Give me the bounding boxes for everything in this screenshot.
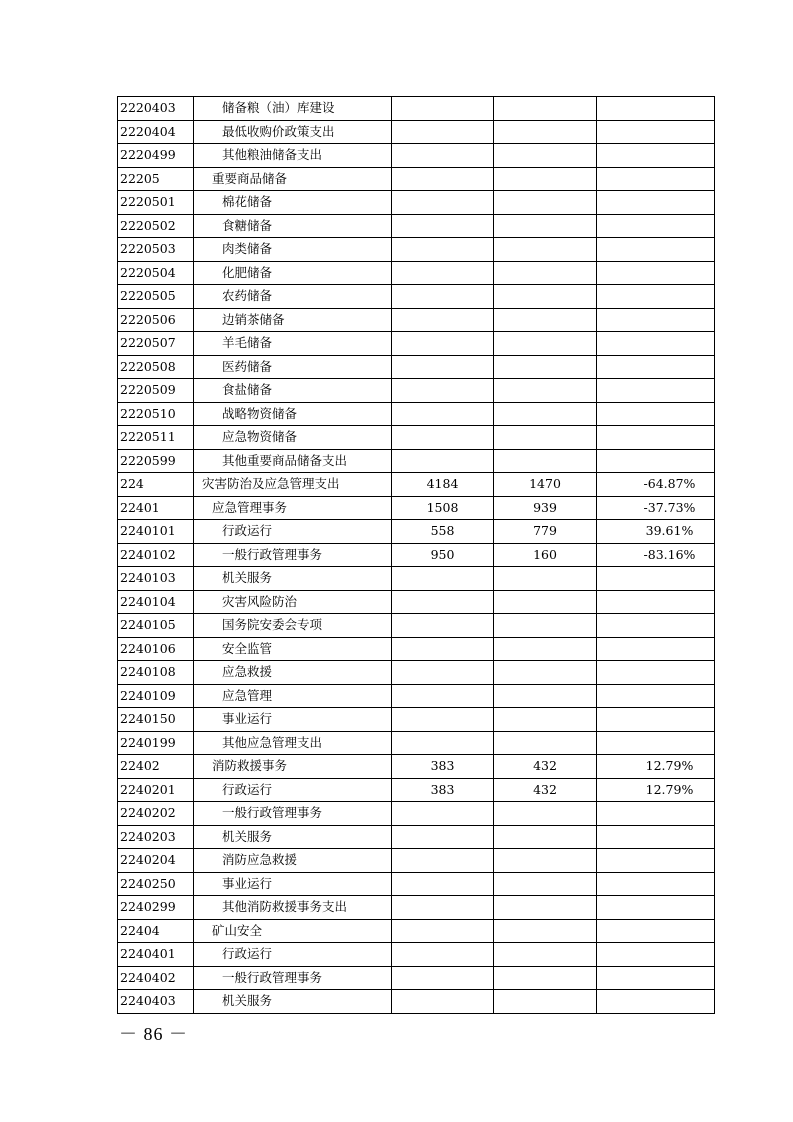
change-percent-cell (597, 731, 715, 755)
subject-code-cell: 2220509 (118, 379, 194, 403)
table-row (118, 167, 715, 191)
table-row (118, 261, 715, 285)
subject-name-cell: 灾害防治及应急管理支出 (194, 473, 392, 497)
table-row (118, 849, 715, 873)
change-percent-cell (597, 191, 715, 215)
prior-year-value-cell (392, 825, 494, 849)
table-row (118, 614, 715, 638)
subject-code-cell: 224 (118, 473, 194, 497)
subject-name-cell: 羊毛储备 (194, 332, 392, 356)
current-year-value-cell (494, 614, 597, 638)
change-percent-cell (597, 990, 715, 1014)
table-row (118, 402, 715, 426)
subject-name-cell: 其他应急管理支出 (194, 731, 392, 755)
current-year-value-cell: 432 (494, 778, 597, 802)
subject-name-cell: 食糖储备 (194, 214, 392, 238)
current-year-value-cell (494, 144, 597, 168)
current-year-value-cell (494, 308, 597, 332)
prior-year-value-cell (392, 708, 494, 732)
current-year-value-cell (494, 120, 597, 144)
current-year-value-cell (494, 285, 597, 309)
change-percent-cell (597, 355, 715, 379)
prior-year-value-cell (392, 379, 494, 403)
table-row (118, 567, 715, 591)
table-row (118, 449, 715, 473)
table-row (118, 355, 715, 379)
table-row (118, 637, 715, 661)
current-year-value-cell (494, 379, 597, 403)
prior-year-value-cell (392, 261, 494, 285)
current-year-value-cell (494, 590, 597, 614)
change-percent-cell (597, 825, 715, 849)
subject-name-cell: 一般行政管理事务 (194, 802, 392, 826)
current-year-value-cell (494, 943, 597, 967)
subject-name-cell: 一般行政管理事务 (194, 966, 392, 990)
subject-name-cell: 消防应急救援 (194, 849, 392, 873)
change-percent-cell (597, 214, 715, 238)
change-percent-cell (597, 614, 715, 638)
prior-year-value-cell (392, 308, 494, 332)
table-row (118, 120, 715, 144)
prior-year-value-cell (392, 567, 494, 591)
subject-name-cell: 行政运行 (194, 778, 392, 802)
subject-code-cell: 2220501 (118, 191, 194, 215)
current-year-value-cell (494, 684, 597, 708)
prior-year-value-cell (392, 802, 494, 826)
subject-code-cell: 2240106 (118, 637, 194, 661)
subject-code-cell: 2240402 (118, 966, 194, 990)
subject-code-cell: 22401 (118, 496, 194, 520)
change-percent-cell (597, 97, 715, 121)
table-row (118, 308, 715, 332)
table-row (118, 144, 715, 168)
subject-name-cell: 国务院安委会专项 (194, 614, 392, 638)
change-percent-cell (597, 285, 715, 309)
current-year-value-cell (494, 355, 597, 379)
change-percent-cell (597, 590, 715, 614)
prior-year-value-cell (392, 97, 494, 121)
prior-year-value-cell (392, 426, 494, 450)
table-row (118, 590, 715, 614)
subject-name-cell: 消防救援事务 (194, 755, 392, 779)
table-row (118, 543, 715, 567)
subject-name-cell: 事业运行 (194, 872, 392, 896)
change-percent-cell (597, 238, 715, 262)
subject-code-cell: 2240403 (118, 990, 194, 1014)
current-year-value-cell (494, 708, 597, 732)
change-percent-cell (597, 896, 715, 920)
table-row (118, 496, 715, 520)
prior-year-value-cell (392, 661, 494, 685)
current-year-value-cell: 160 (494, 543, 597, 567)
subject-name-cell: 医药储备 (194, 355, 392, 379)
subject-name-cell: 化肥储备 (194, 261, 392, 285)
prior-year-value-cell (392, 731, 494, 755)
prior-year-value-cell (392, 144, 494, 168)
change-percent-cell (597, 449, 715, 473)
prior-year-value-cell (392, 120, 494, 144)
budget-table (117, 96, 715, 1014)
subject-code-cell: 2220511 (118, 426, 194, 450)
subject-code-cell: 2240201 (118, 778, 194, 802)
change-percent-cell (597, 144, 715, 168)
prior-year-value-cell (392, 966, 494, 990)
subject-name-cell: 边销茶储备 (194, 308, 392, 332)
table-row (118, 332, 715, 356)
prior-year-value-cell: 1508 (392, 496, 494, 520)
subject-code-cell: 2240202 (118, 802, 194, 826)
subject-name-cell: 应急救援 (194, 661, 392, 685)
subject-name-cell: 灾害风险防治 (194, 590, 392, 614)
change-percent-cell: -83.16% (597, 543, 715, 567)
current-year-value-cell: 432 (494, 755, 597, 779)
subject-name-cell: 战略物资储备 (194, 402, 392, 426)
prior-year-value-cell (392, 214, 494, 238)
subject-name-cell: 食盐储备 (194, 379, 392, 403)
change-percent-cell (597, 379, 715, 403)
subject-name-cell: 最低收购价政策支出 (194, 120, 392, 144)
table-row (118, 802, 715, 826)
current-year-value-cell (494, 966, 597, 990)
change-percent-cell (597, 919, 715, 943)
current-year-value-cell (494, 426, 597, 450)
subject-code-cell: 2220499 (118, 144, 194, 168)
prior-year-value-cell: 383 (392, 778, 494, 802)
subject-code-cell: 2240109 (118, 684, 194, 708)
current-year-value-cell (494, 567, 597, 591)
current-year-value-cell (494, 238, 597, 262)
change-percent-cell (597, 802, 715, 826)
change-percent-cell: 12.79% (597, 755, 715, 779)
prior-year-value-cell (392, 285, 494, 309)
prior-year-value-cell (392, 167, 494, 191)
prior-year-value-cell (392, 919, 494, 943)
subject-code-cell: 2240108 (118, 661, 194, 685)
table-row (118, 943, 715, 967)
current-year-value-cell (494, 661, 597, 685)
subject-name-cell: 应急管理事务 (194, 496, 392, 520)
table-row (118, 285, 715, 309)
prior-year-value-cell (392, 449, 494, 473)
prior-year-value-cell: 558 (392, 520, 494, 544)
current-year-value-cell (494, 802, 597, 826)
prior-year-value-cell (392, 872, 494, 896)
change-percent-cell (597, 708, 715, 732)
table-row (118, 708, 715, 732)
prior-year-value-cell (392, 943, 494, 967)
prior-year-value-cell (392, 990, 494, 1014)
change-percent-cell: -37.73% (597, 496, 715, 520)
table-row (118, 426, 715, 450)
change-percent-cell (597, 966, 715, 990)
subject-code-cell: 2220506 (118, 308, 194, 332)
prior-year-value-cell (392, 355, 494, 379)
current-year-value-cell (494, 637, 597, 661)
subject-name-cell: 机关服务 (194, 567, 392, 591)
change-percent-cell (597, 261, 715, 285)
table-row (118, 896, 715, 920)
subject-name-cell: 棉花储备 (194, 191, 392, 215)
prior-year-value-cell (392, 614, 494, 638)
subject-code-cell: 2220507 (118, 332, 194, 356)
current-year-value-cell (494, 332, 597, 356)
current-year-value-cell: 1470 (494, 473, 597, 497)
subject-name-cell: 机关服务 (194, 990, 392, 1014)
subject-code-cell: 2220502 (118, 214, 194, 238)
current-year-value-cell (494, 990, 597, 1014)
table-row (118, 661, 715, 685)
table-row (118, 731, 715, 755)
change-percent-cell: 12.79% (597, 778, 715, 802)
subject-name-cell: 行政运行 (194, 520, 392, 544)
current-year-value-cell (494, 214, 597, 238)
subject-code-cell: 2220599 (118, 449, 194, 473)
table-row (118, 520, 715, 544)
change-percent-cell (597, 402, 715, 426)
prior-year-value-cell (392, 896, 494, 920)
subject-code-cell: 2240204 (118, 849, 194, 873)
table-row (118, 684, 715, 708)
prior-year-value-cell (392, 191, 494, 215)
change-percent-cell (597, 849, 715, 873)
table-row (118, 379, 715, 403)
change-percent-cell (597, 332, 715, 356)
change-percent-cell: -64.87% (597, 473, 715, 497)
current-year-value-cell (494, 825, 597, 849)
current-year-value-cell (494, 849, 597, 873)
subject-name-cell: 肉类储备 (194, 238, 392, 262)
subject-code-cell: 2220503 (118, 238, 194, 262)
subject-name-cell: 储备粮（油）库建设 (194, 97, 392, 121)
current-year-value-cell (494, 919, 597, 943)
current-year-value-cell: 779 (494, 520, 597, 544)
prior-year-value-cell (392, 637, 494, 661)
current-year-value-cell (494, 449, 597, 473)
current-year-value-cell (494, 402, 597, 426)
subject-code-cell: 2220504 (118, 261, 194, 285)
table-row (118, 238, 715, 262)
subject-name-cell: 其他重要商品储备支出 (194, 449, 392, 473)
subject-code-cell: 2240250 (118, 872, 194, 896)
subject-name-cell: 其他粮油储备支出 (194, 144, 392, 168)
subject-code-cell: 22404 (118, 919, 194, 943)
subject-name-cell: 应急物资储备 (194, 426, 392, 450)
subject-name-cell: 重要商品储备 (194, 167, 392, 191)
subject-name-cell: 安全监管 (194, 637, 392, 661)
current-year-value-cell (494, 191, 597, 215)
table-row (118, 990, 715, 1014)
table-row (118, 97, 715, 121)
subject-code-cell: 2220505 (118, 285, 194, 309)
current-year-value-cell (494, 97, 597, 121)
subject-code-cell: 2240199 (118, 731, 194, 755)
prior-year-value-cell (392, 590, 494, 614)
current-year-value-cell (494, 872, 597, 896)
subject-code-cell: 2220510 (118, 402, 194, 426)
current-year-value-cell: 939 (494, 496, 597, 520)
subject-code-cell: 2240299 (118, 896, 194, 920)
subject-code-cell: 2220404 (118, 120, 194, 144)
current-year-value-cell (494, 261, 597, 285)
subject-name-cell: 一般行政管理事务 (194, 543, 392, 567)
subject-code-cell: 2240105 (118, 614, 194, 638)
current-year-value-cell (494, 731, 597, 755)
change-percent-cell (597, 426, 715, 450)
budget-table-body (118, 97, 715, 1014)
subject-code-cell: 22205 (118, 167, 194, 191)
subject-name-cell: 其他消防救援事务支出 (194, 896, 392, 920)
table-row (118, 919, 715, 943)
table-row (118, 473, 715, 497)
prior-year-value-cell (392, 332, 494, 356)
subject-code-cell: 2240401 (118, 943, 194, 967)
change-percent-cell (597, 684, 715, 708)
prior-year-value-cell (392, 684, 494, 708)
current-year-value-cell (494, 896, 597, 920)
change-percent-cell (597, 637, 715, 661)
prior-year-value-cell: 383 (392, 755, 494, 779)
change-percent-cell (597, 308, 715, 332)
table-row (118, 755, 715, 779)
prior-year-value-cell (392, 238, 494, 262)
table-row (118, 778, 715, 802)
subject-code-cell: 2240103 (118, 567, 194, 591)
prior-year-value-cell: 950 (392, 543, 494, 567)
prior-year-value-cell (392, 402, 494, 426)
subject-code-cell: 2240101 (118, 520, 194, 544)
table-row (118, 214, 715, 238)
change-percent-cell (597, 167, 715, 191)
subject-name-cell: 行政运行 (194, 943, 392, 967)
subject-code-cell: 2220403 (118, 97, 194, 121)
subject-code-cell: 2240203 (118, 825, 194, 849)
change-percent-cell (597, 661, 715, 685)
subject-name-cell: 矿山安全 (194, 919, 392, 943)
subject-name-cell: 农药储备 (194, 285, 392, 309)
prior-year-value-cell: 4184 (392, 473, 494, 497)
table-row (118, 872, 715, 896)
subject-name-cell: 应急管理 (194, 684, 392, 708)
table-row (118, 966, 715, 990)
change-percent-cell (597, 872, 715, 896)
change-percent-cell: 39.61% (597, 520, 715, 544)
change-percent-cell (597, 567, 715, 591)
subject-name-cell: 事业运行 (194, 708, 392, 732)
change-percent-cell (597, 943, 715, 967)
current-year-value-cell (494, 167, 597, 191)
change-percent-cell (597, 120, 715, 144)
table-row (118, 825, 715, 849)
subject-code-cell: 2240102 (118, 543, 194, 567)
subject-code-cell: 2240150 (118, 708, 194, 732)
subject-code-cell: 2240104 (118, 590, 194, 614)
table-row (118, 191, 715, 215)
page-number: － 86 － (119, 1024, 188, 1044)
subject-code-cell: 2220508 (118, 355, 194, 379)
subject-code-cell: 22402 (118, 755, 194, 779)
subject-name-cell: 机关服务 (194, 825, 392, 849)
prior-year-value-cell (392, 849, 494, 873)
